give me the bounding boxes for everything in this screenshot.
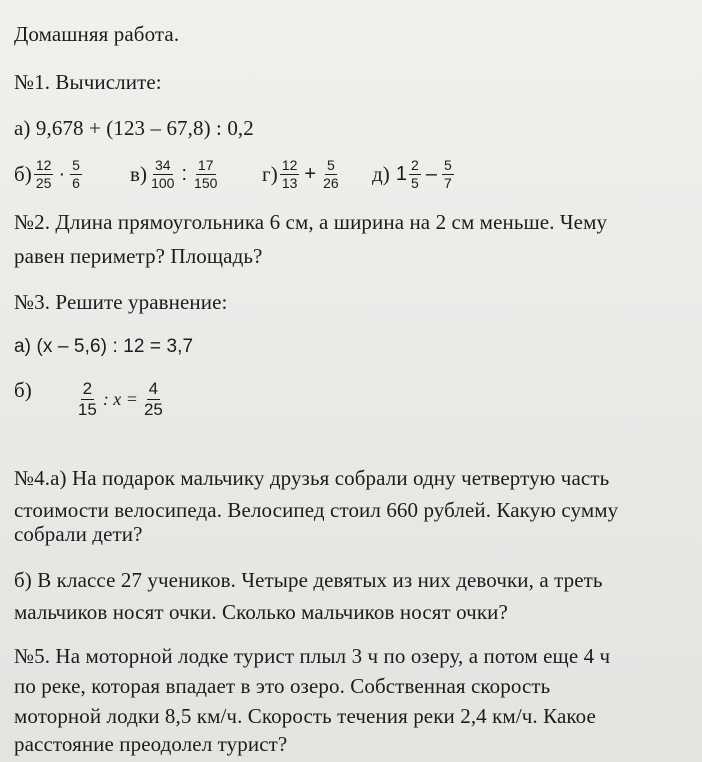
task1-d-label: д) (372, 161, 390, 186)
fraction (280, 158, 300, 190)
task4b-line2: мальчиков носят очки. Сколько мальчиков носят очки? (14, 600, 508, 624)
fraction (192, 158, 219, 190)
fraction (70, 158, 82, 190)
task2-line1: №2. Длина прямоугольника 6 см, а ширина на 2 см меньше. Чему (14, 210, 608, 234)
operator: – (425, 162, 437, 185)
task1-g-label: г) (262, 161, 278, 186)
numerator: 5 (72, 157, 80, 173)
numerator: 12 (281, 157, 298, 173)
operator: · (58, 162, 66, 185)
numerator: 2 (411, 157, 419, 173)
denominator: 26 (323, 174, 339, 191)
denominator: 5 (411, 174, 419, 191)
fraction (34, 158, 54, 190)
fraction (409, 158, 421, 190)
task3-item-b (14, 380, 167, 419)
task4b-line1: б) В классе 27 учеников. Четыре девятых из них девочки, а треть (14, 568, 603, 592)
task4a-line1: №4.а) На подарок мальчику друзья собрали одну четвертую часть (14, 466, 610, 490)
denominator: 25 (35, 174, 52, 191)
task5-line3: моторной лодки 8,5 км/ч. Скорость течения реки 2,4 км/ч. Какое (14, 704, 596, 728)
operator: + (304, 162, 317, 185)
task3-item-a: а) (х – 5,6) : 12 = 3,7 (14, 336, 194, 357)
whole-part: 1 (395, 162, 408, 185)
denominator: 15 (77, 399, 97, 419)
denominator: 13 (281, 174, 298, 191)
denominator: 25 (143, 399, 163, 419)
task1-b-label: б) (14, 161, 32, 186)
operator: : (181, 162, 188, 185)
fraction (149, 158, 176, 190)
fraction (76, 380, 99, 419)
numerator: 17 (197, 157, 214, 173)
equation-middle: : x = (102, 388, 138, 409)
task3-b-label: б) (14, 378, 32, 402)
denominator: 7 (443, 174, 452, 191)
numerator: 2 (82, 379, 93, 398)
task5-line2: по реке, которая впадает в это озеро. Собственная скорость (14, 674, 551, 698)
task2-line2: равен периметр? Площадь? (14, 244, 263, 268)
task1-v-label: в) (130, 161, 148, 186)
numerator: 5 (443, 157, 452, 173)
task1-item-d (372, 158, 456, 190)
denominator: 6 (72, 174, 80, 191)
task3-heading: №3. Решите уравнение: (14, 290, 228, 314)
task1-item-g (262, 158, 343, 190)
task1-item-b (14, 158, 84, 190)
denominator: 150 (194, 174, 218, 191)
task1-item-a: а) 9,678 + (123 – 67,8) : 0,2 (14, 116, 254, 140)
fraction (321, 158, 341, 190)
task4a-line2: стоимости велосипеда. Велосипед стоил 660 рублей. Какую сумму (14, 498, 619, 522)
task5-line4: расстояние преодолел турист? (14, 732, 288, 756)
numerator: 4 (148, 379, 159, 398)
task5-line1: №5. На моторной лодке турист плыл 3 ч по озеру, а потом еще 4 ч (14, 644, 611, 668)
numerator: 12 (35, 157, 52, 173)
fraction (442, 158, 454, 190)
task4a-line3: собрали дети? (14, 522, 143, 546)
page-title: Домашняя работа. (14, 22, 180, 46)
fraction (142, 380, 165, 419)
denominator: 100 (151, 174, 175, 191)
task1-heading: №1. Вычислите: (14, 70, 162, 94)
numerator: 34 (155, 157, 171, 173)
task1-item-v (130, 158, 221, 190)
numerator: 5 (326, 157, 335, 173)
